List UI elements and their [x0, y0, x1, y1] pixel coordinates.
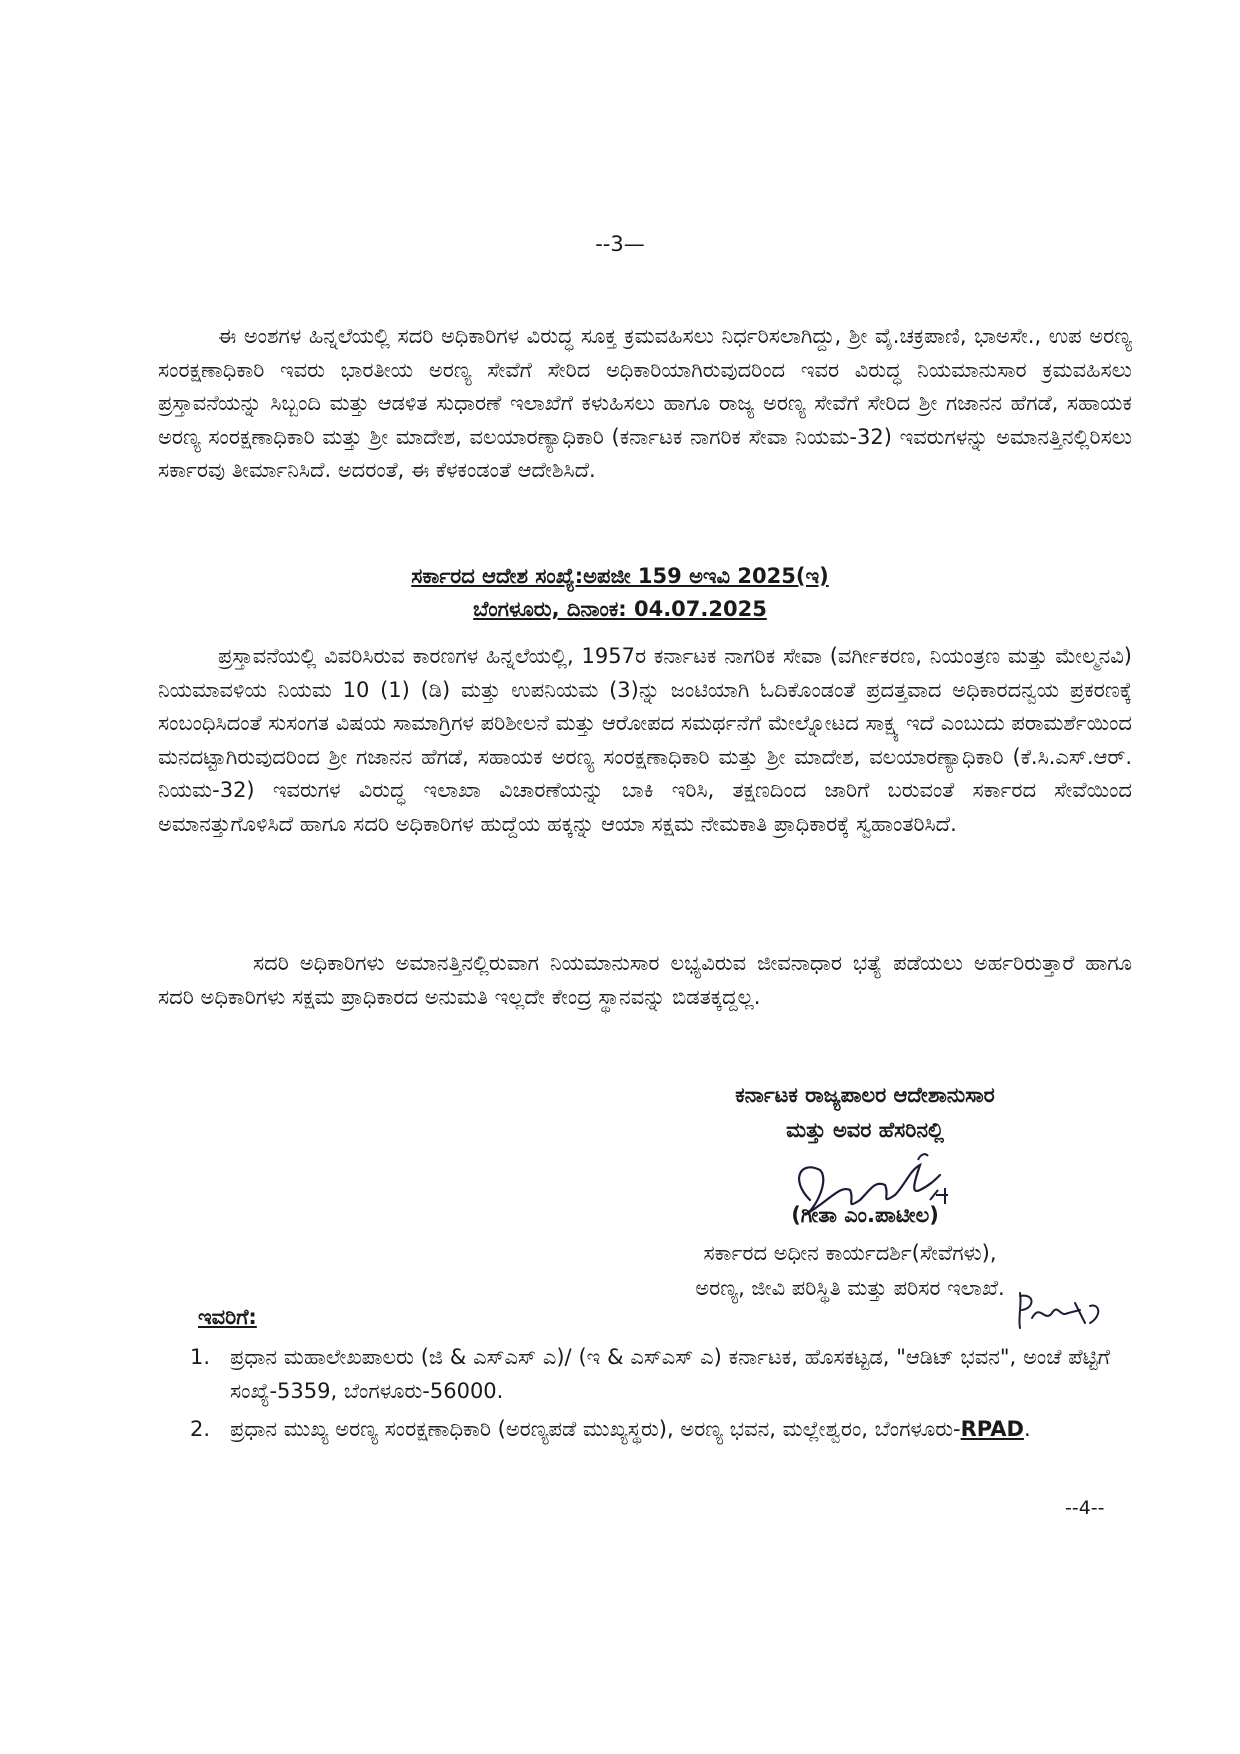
designation-line-1: ಸರ್ಕಾರದ ಅಧೀನ ಕಾರ್ಯದರ್ಶಿ(ಸೇವೆಗಳು), — [703, 1241, 997, 1265]
paragraph-intro: ಈ ಅಂಶಗಳ ಹಿನ್ನಲೆಯಲ್ಲಿ ಸದರಿ ಅಧಿಕಾರಿಗಳ ವಿರುದ್ಧ ಸೂಕ್ತ ಕ್ರಮವಹಿಸಲು ನಿರ್ಧರಿಸಲಾಗಿದ್ದು, ಶ್ರೀ ವೈ.ಚಕ್ರಪಾಣಿ, ಭಾಅಸೇ., ಉಪ ಅರಣ್ಯ ಸಂರಕ್ಷಣಾಧಿಕಾರಿ ಇವರು ಭಾರತೀಯ ಅರಣ್ಯ ಸೇವೆಗೆ ಸೇರಿದ ಅಧಿಕಾರಿಯಾಗಿರುವುದರಿಂದ ಇವರ ವಿರುದ್ಧ ನಿಯಮಾನುಸಾರ ಕ್ರಮವಹಿಸಲು ಪ್ರಸ್ತಾವನೆಯನ್ನು ಸಿಬ್ಬಂದಿ ಮತ್ತು ಆಡಳಿತ ಸುಧಾರಣೆ ಇಲಾಖೆಗೆ ಕಳುಹಿಸಲು ಹಾಗೂ ರಾಜ್ಯ ಅರಣ್ಯ ಸೇವೆಗೆ ಸೇರಿದ ಶ್ರೀ ಗಜಾನನ ಹೆಗಡೆ, ಸಹಾಯಕ ಅರಣ್ಯ ಸಂರಕ್ಷಣಾಧಿಕಾರಿ ಮತ್ತು ಶ್ರೀ ಮಾದೇಶ, ವಲಯಾರಣ್ಯಾಧಿಕಾರಿ (ಕರ್ನಾಟಕ ನಾಗರಿಕ ಸೇವಾ ನಿಯಮ-32) ಇವರುಗಳನ್ನು ಅಮಾನತ್ತಿನಲ್ಲಿರಿಸಲು ಸರ್ಕಾರವು ತೀರ್ಮಾನಿಸಿದೆ. ಅದರಂತೆ, ಈ ಕೆಳಕಂಡಂತೆ ಆದೇಶಿಸಿದೆ. — [158, 324, 1132, 482]
signer-name: (ಗೀತಾ ಎಂ.ಪಾಟೀಲ) — [791, 1203, 939, 1227]
list-item-number: 1. — [190, 1345, 211, 1369]
rpad-label: RPAD — [960, 1417, 1024, 1441]
list-item-text: ಪ್ರಧಾನ ಮುಖ್ಯ ಅರಣ್ಯ ಸಂರಕ್ಷಣಾಧಿಕಾರಿ (ಅರಣ್ಯಪಡೆ ಮುಖ್ಯಸ್ಥರು), ಅರಣ್ಯ ಭವನ, ಮಲ್ಲೇಶ್ವರಂ, ಬೆಂಗಳೂರು- — [230, 1417, 961, 1441]
initials-icon — [1010, 1288, 1110, 1333]
paragraph-order: ಪ್ರಸ್ತಾವನೆಯಲ್ಲಿ ವಿವರಿಸಿರುವ ಕಾರಣಗಳ ಹಿನ್ನಲೆಯಲ್ಲಿ, 1957ರ ಕರ್ನಾಟಕ ನಾಗರಿಕ ಸೇವಾ (ವರ್ಗೀಕರಣ, ನಿಯಂತ್ರಣ ಮತ್ತು ಮೇಲ್ಮನವಿ) ನಿಯಮಾವಳಿಯ ನಿಯಮ 10 (1) (ಡಿ) ಮತ್ತು ಉಪನಿಯಮ (3)ನ್ನು ಜಂಟಿಯಾಗಿ ಓದಿಕೊಂಡಂತೆ ಪ್ರದತ್ತವಾದ ಅಧಿಕಾರದನ್ವಯ ಪ್ರಕರಣಕ್ಕೆ ಸಂಬಂಧಿಸಿದಂತೆ ಸುಸಂಗತ ವಿಷಯ ಸಾಮಾಗ್ರಿಗಳ ಪರಿಶೀಲನೆ ಮತ್ತು ಆರೋಪದ ಸಮರ್ಥನೆಗೆ ಮೇಲ್ನೋಟದ ಸಾಕ್ಷ್ಯ ಇದೆ ಎಂಬುದು ಪರಾಮರ್ಶೆಯಿಂದ ಮನದಟ್ಟಾಗಿರುವುದರಿಂದ ಶ್ರೀ ಗಜಾನನ ಹೆಗಡೆ, ಸಹಾಯಕ ಅರಣ್ಯ ಸಂರಕ್ಷಣಾಧಿಕಾರಿ ಮತ್ತು ಶ್ರೀ ಮಾದೇಶ, ವಲಯಾರಣ್ಯಾಧಿಕಾರಿ (ಕೆ.ಸಿ.ಎಸ್.ಆರ್. ನಿಯಮ-32) ಇವರುಗಳ ವಿರುದ್ಧ ಇಲಾಖಾ ವಿಚಾರಣೆಯನ್ನು ಬಾಕಿ ಇರಿಸಿ, ತಕ್ಷಣದಿಂದ ಜಾರಿಗೆ ಬರುವಂತೆ ಸರ್ಕಾರದ ಸೇವೆಯಿಂದ ಅಮಾನತ್ತುಗೊಳಿಸಿದೆ ಹಾಗೂ ಸದರಿ ಅಧಿಕಾರಿಗಳ ಹುದ್ದೆಯ ಹಕ್ಕನ್ನು ಆಯಾ ಸಕ್ಷಮ ನೇಮಕಾತಿ ಪ್ರಾಧಿಕಾರಕ್ಕೆ ಸ್ವಹಾಂತರಿಸಿದೆ. — [158, 644, 1132, 836]
authority-line-1: ಕರ್ನಾಟಕ ರಾಜ್ಯಪಾಲರ ಆದೇಶಾನುಸಾರ — [735, 1083, 995, 1107]
recipient-list — [190, 1340, 1110, 1450]
next-page-indicator: --4-- — [1065, 1497, 1105, 1519]
list-item-end: . — [1023, 1417, 1031, 1441]
order-place-date: ಬೆಂಗಳೂರು, ದಿನಾಂಕ: 04.07.2025 — [473, 597, 767, 621]
paragraph-allowance: ಸದರಿ ಅಧಿಕಾರಿಗಳು ಅಮಾನತ್ತಿನಲ್ಲಿರುವಾಗ ನಿಯಮಾನುಸಾರ ಲಭ್ಯವಿರುವ ಜೀವನಾಧಾರ ಭತ್ಯೆ ಪಡೆಯಲು ಅರ್ಹರಿರುತ್ತಾರೆ ಹಾಗೂ ಸದರಿ ಅಧಿಕಾರಿಗಳು ಸಕ್ಷಮ ಪ್ರಾಧಿಕಾರದ ಅನುಮತಿ ಇಲ್ಲದೇ ಕೇಂದ್ರ ಸ್ಥಾನವನ್ನು ಬಿಡತಕ್ಕದ್ದಲ್ಲ. — [158, 951, 1132, 1009]
authority-line-2: ಮತ್ತು ಅವರ ಹೆಸರಿನಲ್ಲಿ — [786, 1118, 944, 1142]
list-item — [190, 1340, 1110, 1408]
order-number: ಸರ್ಕಾರದ ಆದೇಶ ಸಂಖ್ಯೆ:ಅಪಜೀ 159 ಅಇವಿ 2025(ಇ) — [411, 564, 829, 588]
signature-authority — [640, 1078, 1090, 1148]
page-number: --3— — [595, 232, 645, 256]
designation-line-2: ಅರಣ್ಯ, ಜೀವಿ ಪರಿಸ್ಥಿತಿ ಮತ್ತು ಪರಿಸರ ಇಲಾಖೆ. — [695, 1276, 1005, 1300]
order-heading — [0, 560, 1240, 626]
list-item-text: ಪ್ರಧಾನ ಮಹಾಲೇಖಪಾಲರು (ಜಿ & ಎಸ್‌ಎಸ್ ಎ)/ (ಇ & ಎಸ್‌ಎಸ್ ಎ) ಕರ್ನಾಟಕ, ಹೊಸಕಟ್ಟಡ, "ಆಡಿಟ್ ಭವನ", ಅಂಚೆ ಪೆಟ್ಟಿಗೆ ಸಂಖ್ಯೆ-5359, ಬೆಂಗಳೂರು-56000. — [230, 1345, 1110, 1403]
recipients-heading: ಇವರಿಗೆ: — [198, 1305, 257, 1329]
list-item-number: 2. — [190, 1417, 211, 1441]
list-item — [190, 1412, 1110, 1446]
